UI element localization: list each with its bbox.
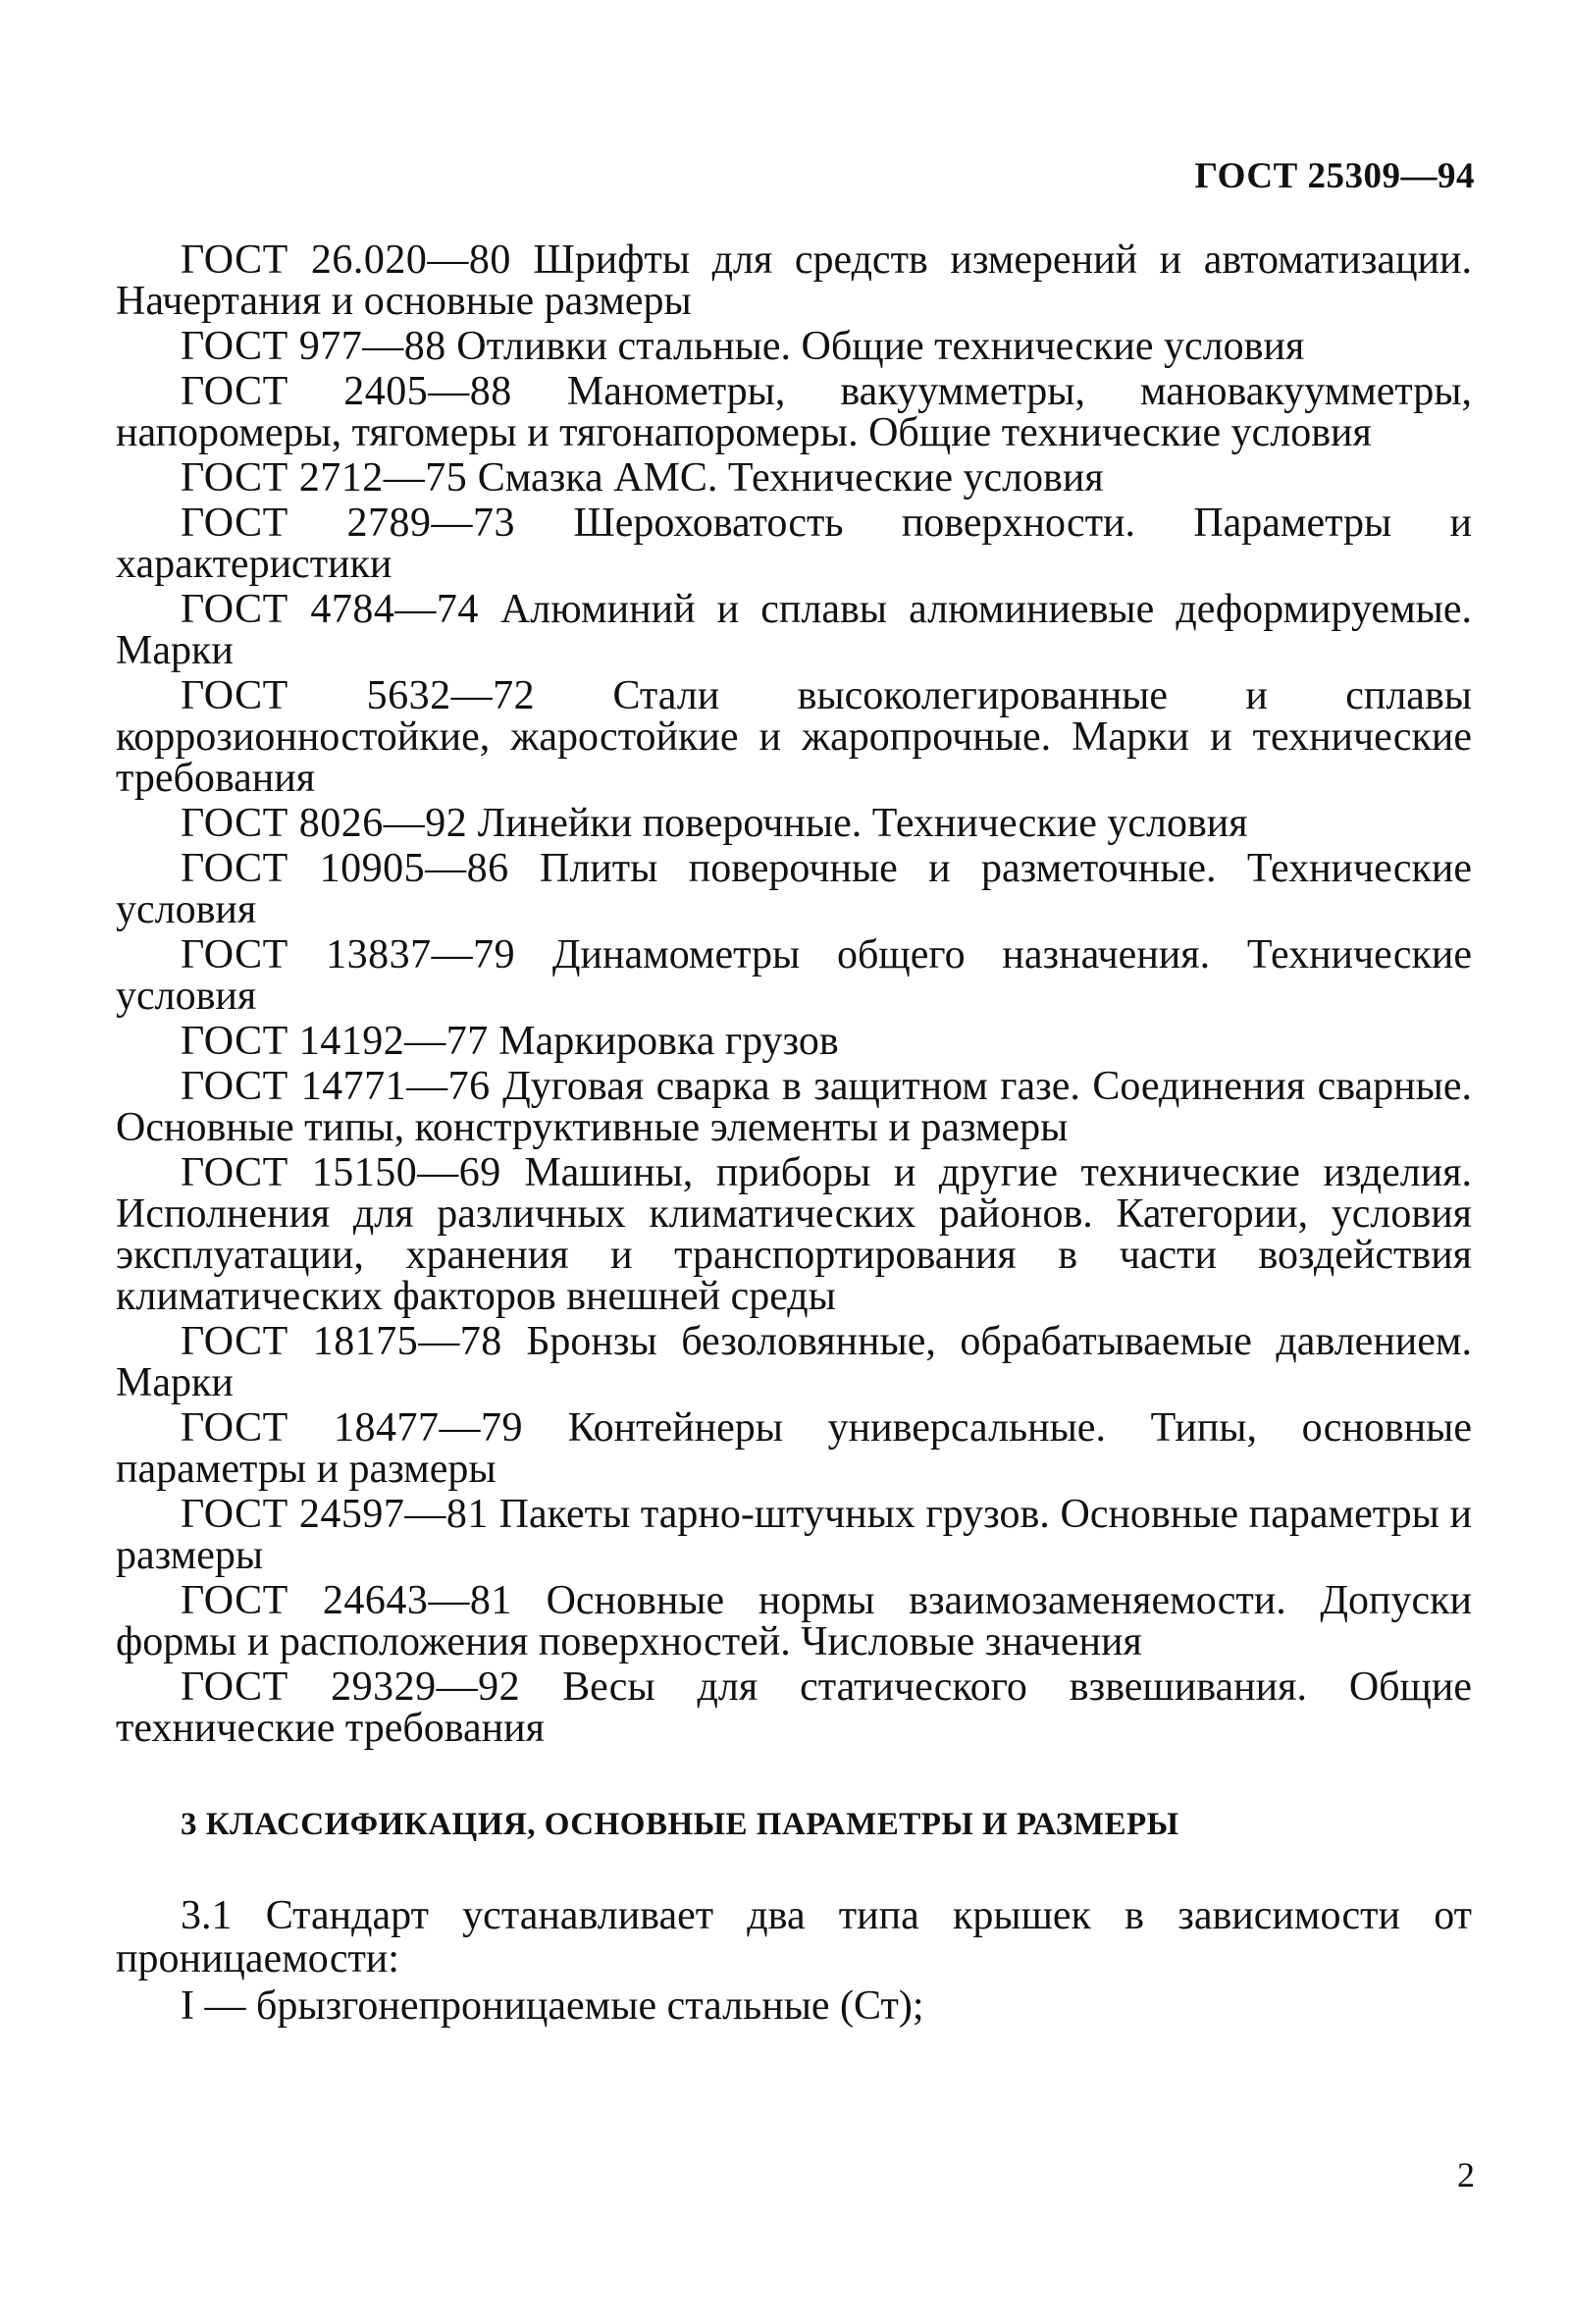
reference-title: Шрифты для средств измерений и автоматизации. Начертания и основные размеры	[116, 238, 1472, 324]
reference-title: Машины, приборы и другие технические изделия. Исполнения для различных климатических районов. Категории, условия эксплуатации, хранения и транспортирования в части воздействия климатических факторов внешней среды	[116, 1150, 1473, 1319]
reference-code: ГОСТ 2789—73	[181, 501, 516, 546]
reference-code: ГОСТ 26.020—80	[181, 238, 511, 283]
page-number: 2	[1457, 2155, 1475, 2194]
reference-code: ГОСТ 18477—79	[181, 1405, 523, 1451]
reference-code: ГОСТ 18175—78	[181, 1319, 502, 1364]
reference-title: Шероховатость поверхности. Параметры и характеристики	[116, 501, 1473, 587]
reference-title: Весы для статического взвешивания. Общие технические требования	[116, 1664, 1473, 1751]
reference-item	[116, 326, 1472, 367]
reference-title: Плиты поверочные и разметочные. Технические условия	[116, 846, 1472, 932]
reference-code: ГОСТ 2405—88	[181, 369, 512, 414]
reference-item	[116, 239, 1472, 322]
reference-title: Бронзы безоловянные, обрабатываемые давлением. Марки	[116, 1319, 1472, 1405]
reference-item	[116, 589, 1472, 671]
reference-code: ГОСТ 29329—92	[181, 1664, 521, 1710]
reference-title: Линейки поверочные. Технические условия	[477, 801, 1248, 846]
standard-id-header: ГОСТ 25309—94	[1194, 156, 1475, 196]
reference-code: ГОСТ 8026—92	[181, 801, 468, 846]
section-list-item: I — брызгонепроницаемые стальные (Ст);	[181, 1983, 924, 2029]
reference-title: Основные нормы взаимозаменяемости. Допуски формы и расположения поверхностей. Числовые значения	[116, 1578, 1473, 1664]
reference-item	[116, 934, 1472, 1017]
reference-title: Смазка АМС. Технические условия	[477, 455, 1104, 501]
reference-item	[116, 457, 1472, 499]
reference-title: Отливки стальные. Общие технические условия	[456, 324, 1305, 369]
reference-item	[116, 803, 1472, 844]
document-body	[116, 239, 1472, 2032]
reference-item	[116, 1021, 1472, 1062]
reference-code: ГОСТ 24597—81	[181, 1492, 489, 1537]
reference-item	[116, 675, 1472, 799]
reference-code: ГОСТ 977—88	[181, 324, 446, 369]
section-paragraph: 3.1 Стандарт устанавливает два типа крышек в зависимости от проницаемости:	[116, 1893, 1472, 1981]
reference-item	[116, 1580, 1472, 1663]
reference-title: Манометры, вакуумметры, мановакуумметры, напоромеры, тягомеры и тягонапоромеры. Общие технические условия	[116, 369, 1472, 455]
reference-code: ГОСТ 24643—81	[181, 1578, 512, 1623]
reference-item	[116, 1494, 1472, 1576]
reference-code: ГОСТ 2712—75	[181, 455, 468, 501]
reference-item	[116, 371, 1472, 453]
reference-title: Маркировка грузов	[498, 1019, 839, 1064]
reference-title: Пакеты тарно-штучных грузов. Основные параметры и размеры	[116, 1492, 1473, 1578]
reference-code: ГОСТ 13837—79	[181, 932, 516, 977]
reference-code: ГОСТ 15150—69	[181, 1150, 501, 1195]
reference-item	[116, 1666, 1472, 1749]
section-heading: 3 КЛАССИФИКАЦИЯ, ОСНОВНЫЕ ПАРАМЕТРЫ И РАЗМЕРЫ	[181, 1807, 1179, 1842]
reference-item	[116, 502, 1472, 585]
reference-code: ГОСТ 10905—86	[181, 846, 509, 891]
reference-title: Дуговая сварка в защитном газе. Соединения сварные. Основные типы, конструктивные элементы и размеры	[116, 1064, 1472, 1150]
reference-title: Динамометры общего назначения. Технические условия	[116, 932, 1472, 1019]
reference-title: Алюминий и сплавы алюминиевые деформируемые. Марки	[116, 587, 1473, 673]
references-list	[116, 239, 1472, 1749]
reference-item	[116, 1152, 1472, 1317]
reference-item	[116, 1066, 1472, 1148]
reference-code: ГОСТ 5632—72	[181, 673, 536, 718]
reference-title: Стали высоколегированные и сплавы коррозионностойкие, жаростойкие и жаропрочные. Марки и технические требования	[116, 673, 1473, 801]
reference-item	[116, 1407, 1472, 1490]
reference-item	[116, 848, 1472, 930]
reference-code: ГОСТ 14771—76	[181, 1064, 491, 1109]
reference-item	[116, 1321, 1472, 1403]
reference-code: ГОСТ 14192—77	[181, 1019, 489, 1064]
reference-code: ГОСТ 4784—74	[181, 587, 479, 632]
reference-title: Контейнеры универсальные. Типы, основные параметры и размеры	[116, 1405, 1473, 1492]
